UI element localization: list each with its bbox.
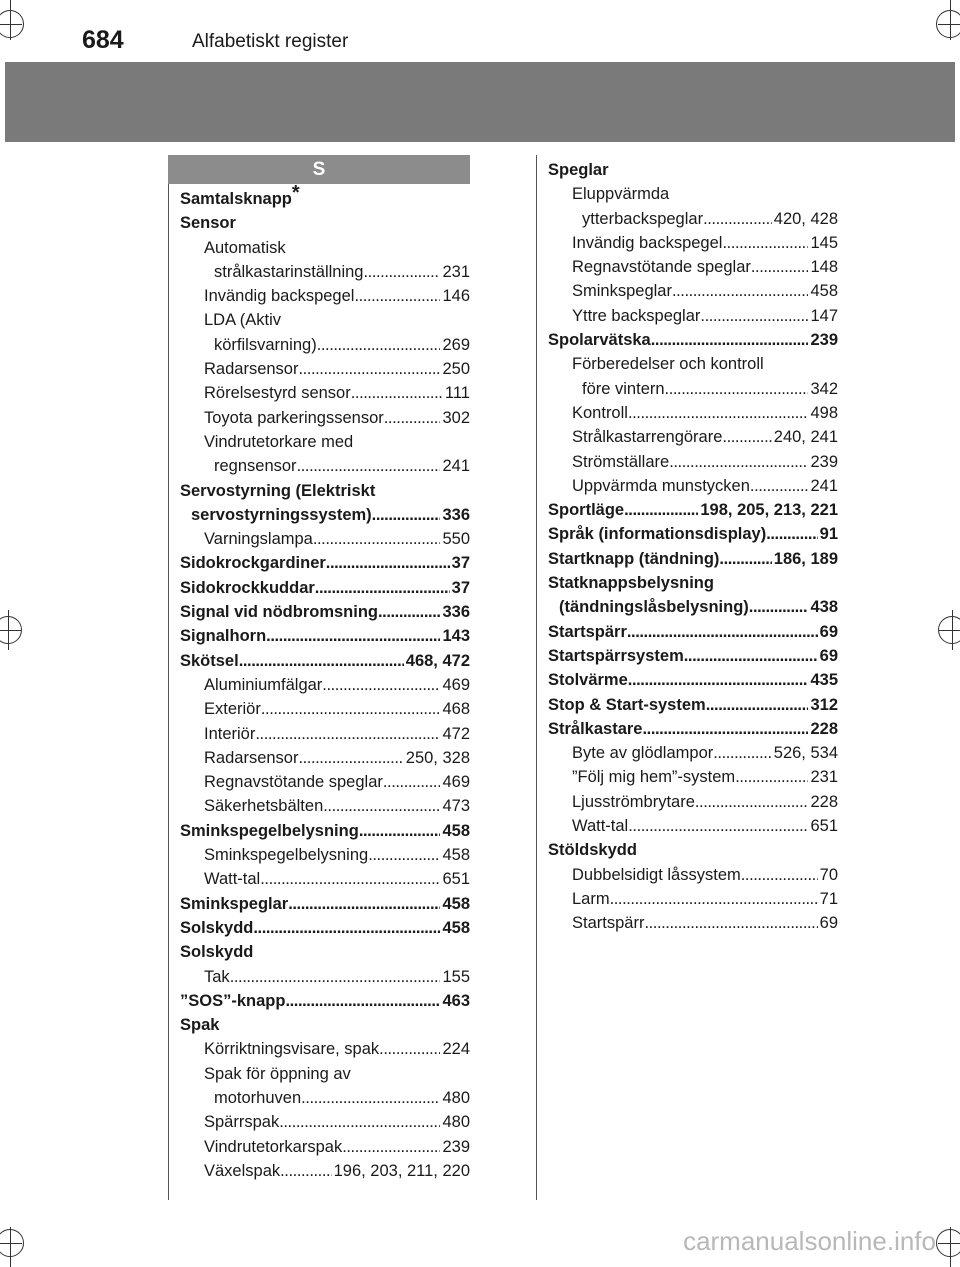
leader-dots — [610, 887, 818, 911]
index-entry — [548, 571, 838, 595]
index-entry-term: Startspärrsystem — [548, 646, 684, 665]
index-entry — [548, 450, 838, 474]
index-entry — [180, 770, 470, 794]
index-entry — [180, 965, 470, 989]
index-entry-term: Strömställare — [572, 452, 670, 471]
leader-dots — [298, 746, 403, 770]
index-entry — [180, 746, 470, 770]
index-entry-term: Varningslampa — [204, 530, 313, 549]
index-entry — [548, 644, 838, 668]
index-entry-term: Startspärr — [572, 914, 645, 933]
index-entry-page: 438 — [810, 598, 838, 617]
leader-dots — [722, 231, 808, 255]
index-entry-page: 198, 205, 213, 221 — [700, 501, 838, 520]
index-entry-page: 498 — [810, 403, 838, 422]
index-entry-page: 473 — [442, 797, 470, 816]
index-entry-term: Vindrutetorkarspak — [204, 1137, 343, 1156]
index-entry — [548, 401, 838, 425]
leader-dots — [378, 600, 440, 624]
index-entry-term: Eluppvärmda — [572, 185, 670, 204]
index-entry-term: Signal vid nödbromsning — [180, 603, 378, 622]
footnote-marker: * — [291, 182, 300, 204]
index-entry — [548, 522, 838, 546]
index-entry — [548, 814, 838, 838]
index-entry — [180, 867, 470, 891]
leader-dots — [280, 1159, 331, 1183]
index-entry-term: Invändig backspegel — [204, 287, 355, 306]
index-entry-page: 228 — [810, 719, 838, 738]
leader-dots — [751, 255, 809, 279]
leader-dots — [317, 333, 441, 357]
index-entry-term: regnsensor — [214, 457, 297, 476]
index-entry — [548, 425, 838, 449]
index-entry-page: 469 — [442, 675, 470, 694]
index-entry — [548, 790, 838, 814]
index-entry — [548, 304, 838, 328]
index-entry — [180, 284, 470, 308]
index-entry-term: Rörelsestyrd sensor — [204, 384, 351, 403]
index-entry-page: 231 — [442, 262, 470, 281]
leader-dots — [628, 668, 809, 692]
index-entry — [548, 498, 838, 522]
index-entry — [548, 547, 838, 571]
leader-dots — [326, 551, 450, 575]
leader-dots — [298, 357, 440, 381]
index-entry-page: 463 — [442, 991, 470, 1010]
index-entry — [180, 940, 470, 964]
index-entry-page: 472 — [442, 724, 470, 743]
page-title: Alfabetiskt register — [192, 31, 349, 52]
index-entry — [180, 551, 470, 575]
index-entry — [180, 357, 470, 381]
leader-dots — [313, 527, 441, 551]
leader-dots — [354, 284, 440, 308]
index-entry — [548, 765, 838, 789]
index-entry-page: 302 — [442, 408, 470, 427]
index-entry-term: Toyota parkeringssensor — [204, 408, 384, 427]
index-entry — [548, 279, 838, 303]
leader-dots — [700, 304, 808, 328]
index-entry-term: körfilsvarning) — [214, 335, 317, 354]
index-entry-term: Sminkspegelbelysning — [180, 821, 359, 840]
index-entry — [548, 887, 838, 911]
leader-dots — [253, 916, 440, 940]
crop-mark-bottom-left — [0, 1227, 40, 1267]
index-entry-term: Radarsensor — [204, 748, 299, 767]
leader-dots — [665, 377, 809, 401]
leader-dots — [255, 722, 440, 746]
index-entry-term: Spak — [180, 1016, 220, 1035]
index-entry-page: 468 — [442, 700, 470, 719]
index-entry — [180, 673, 470, 697]
index-entry-term: Regnavstötande speglar — [204, 773, 383, 792]
index-entry-page: 241 — [810, 476, 838, 495]
leader-dots — [628, 814, 808, 838]
leader-dots — [651, 328, 809, 352]
index-entry-term: Språk (informationsdisplay) — [548, 525, 767, 544]
index-entry-term: Säkerhetsbälten — [204, 797, 324, 816]
leader-dots — [735, 765, 808, 789]
index-entry — [180, 989, 470, 1013]
index-entry-page: 239 — [810, 452, 838, 471]
watermark: carmanualsonline.info — [683, 1226, 936, 1256]
index-entry-page: 155 — [442, 967, 470, 986]
index-entry-term: Interiör — [204, 724, 256, 743]
leader-dots — [363, 260, 440, 284]
index-entry — [180, 333, 470, 357]
leader-dots — [359, 819, 441, 843]
leader-dots — [372, 503, 441, 527]
index-entry-term: Larm — [572, 889, 610, 908]
index-entry — [180, 182, 470, 211]
index-entry — [548, 693, 838, 717]
index-entry-page: 69 — [819, 622, 838, 641]
index-entry — [548, 838, 838, 862]
section-letter-header: S — [168, 155, 470, 184]
index-entry-term: LDA (Aktiv — [204, 311, 282, 330]
index-entry-page: 146 — [442, 287, 470, 306]
index-entry-page: 240, 241 — [773, 428, 838, 447]
index-entry — [180, 381, 470, 405]
index-entry — [548, 620, 838, 644]
index-entry — [180, 624, 470, 648]
index-entry-page: 228 — [810, 792, 838, 811]
leader-dots — [261, 697, 441, 721]
leader-dots — [297, 454, 441, 478]
index-entry — [180, 1110, 470, 1134]
index-entry-term: ytterbackspeglar — [582, 209, 704, 228]
index-entry-page: 458 — [442, 846, 470, 865]
leader-dots — [279, 1110, 440, 1134]
index-entry-term: Yttre backspeglar — [572, 306, 701, 325]
index-entry — [180, 260, 470, 284]
leader-dots — [368, 843, 440, 867]
index-entry-term: Ljusströmbrytare — [572, 792, 695, 811]
index-entry-page: 420, 428 — [773, 209, 838, 228]
index-entry-term: Spak för öppning av — [204, 1064, 351, 1083]
leader-dots — [669, 450, 808, 474]
index-entry-term: Sidokrockkuddar — [180, 578, 315, 597]
index-entry-term: Automatisk — [204, 238, 286, 257]
index-entry-page: 435 — [810, 671, 838, 690]
leader-dots — [322, 673, 440, 697]
leader-dots — [384, 406, 441, 430]
index-entry-page: 651 — [442, 870, 470, 889]
index-entry-term: Stolvärme — [548, 671, 628, 690]
leader-dots — [230, 965, 441, 989]
index-entry — [180, 916, 470, 940]
index-entry — [548, 717, 838, 741]
index-entry-term: Startspärr — [548, 622, 627, 641]
index-entry — [180, 406, 470, 430]
center-column-rule — [536, 155, 537, 1200]
index-entry-term: Exteriör — [204, 700, 261, 719]
index-entry-page: 37 — [451, 578, 470, 597]
leader-dots — [750, 474, 809, 498]
index-entry-page: 458 — [810, 282, 838, 301]
index-entry-term: strålkastarinställning — [214, 262, 364, 281]
leader-dots — [672, 279, 809, 303]
index-entry-page: 336 — [442, 603, 470, 622]
index-entry-term: Spolarvätska — [548, 331, 651, 350]
index-entry-page: 336 — [442, 505, 470, 524]
index-entry-page: 480 — [442, 1088, 470, 1107]
index-entry — [180, 454, 470, 478]
index-entry-term: Servostyrning (Elektriskt — [180, 481, 376, 500]
index-entry-term: Växelspak — [204, 1161, 281, 1180]
index-entry-page: 143 — [442, 627, 470, 646]
index-entry — [548, 741, 838, 765]
index-entry-page: 148 — [810, 258, 838, 277]
leader-dots — [722, 425, 771, 449]
index-entry-term: Stöldskydd — [548, 841, 637, 860]
index-entry-page: 312 — [810, 695, 838, 714]
index-entry-term: Strålkastarrengörare — [572, 428, 723, 447]
index-entry-page: 224 — [442, 1040, 470, 1059]
index-entry — [180, 1086, 470, 1110]
index-entry-page: 239 — [442, 1137, 470, 1156]
leader-dots — [741, 863, 818, 887]
index-entry — [548, 328, 838, 352]
index-entry-term: Kontroll — [572, 403, 628, 422]
leader-dots — [301, 1086, 440, 1110]
index-entry-term: Radarsensor — [204, 360, 299, 379]
leader-dots — [684, 644, 818, 668]
index-entry — [180, 308, 470, 332]
index-entry-term: Tak — [204, 967, 230, 986]
leader-dots — [288, 892, 440, 916]
index-entry-term: Watt-tal — [572, 817, 629, 836]
crop-mark-top-left — [0, 0, 40, 40]
index-entry-page: 250 — [442, 360, 470, 379]
index-entry-term: Speglar — [548, 161, 609, 179]
index-entry-page: 250, 328 — [405, 748, 470, 767]
index-entry-page: 480 — [442, 1113, 470, 1132]
index-entry-page: 651 — [810, 817, 838, 836]
index-entry — [180, 843, 470, 867]
crop-mark-top-right — [920, 0, 960, 40]
index-entry-term: Sportläge — [548, 501, 625, 520]
leader-dots — [315, 576, 450, 600]
index-entry — [180, 211, 470, 235]
index-entry-term: Sensor — [180, 214, 236, 233]
index-entry — [548, 158, 838, 182]
index-entry-page: 458 — [442, 821, 470, 840]
index-entry-page: 186, 189 — [773, 549, 838, 568]
index-entry-term: Statknappsbelysning — [548, 574, 714, 593]
index-entry-page: 342 — [810, 379, 838, 398]
index-entry — [180, 1037, 470, 1061]
index-entry-term: före vintern — [582, 379, 665, 398]
index-entry — [180, 236, 470, 260]
index-entry — [548, 231, 838, 255]
index-entry-term: Byte av glödlampor — [572, 744, 714, 763]
index-entry-term: Körriktningsvisare, spak — [204, 1040, 380, 1059]
index-entry-term: Sminkspeglar — [180, 894, 289, 913]
index-column-left — [180, 182, 470, 1183]
leader-dots — [713, 741, 772, 765]
index-entry-term: Förberedelser och kontroll — [572, 355, 764, 374]
crop-mark-mid-left — [0, 610, 40, 650]
leader-dots — [383, 770, 441, 794]
index-column-right — [548, 158, 838, 936]
index-entry — [180, 576, 470, 600]
leader-dots — [239, 649, 404, 673]
index-entry-term: ”SOS”-knapp — [180, 991, 286, 1010]
index-entry-page: 69 — [819, 914, 838, 933]
leader-dots — [766, 522, 817, 546]
index-entry-page: 37 — [451, 554, 470, 573]
index-entry-page: 231 — [810, 768, 838, 787]
index-entry-page: 239 — [810, 331, 838, 350]
index-entry — [180, 722, 470, 746]
index-entry-page: 468, 472 — [405, 651, 470, 670]
index-entry — [180, 697, 470, 721]
index-entry-page: 196, 203, 211, 220 — [333, 1161, 470, 1180]
leader-dots — [260, 867, 440, 891]
index-entry — [548, 911, 838, 935]
leader-dots — [351, 381, 443, 405]
leader-dots — [342, 1135, 440, 1159]
index-entry — [548, 474, 838, 498]
index-entry — [180, 430, 470, 454]
index-entry — [180, 1135, 470, 1159]
index-entry-term: Solskydd — [180, 943, 254, 962]
leader-dots — [644, 911, 817, 935]
index-entry-term: Sidokrockgardiner — [180, 554, 326, 573]
header-band — [5, 62, 955, 142]
left-column-rule — [168, 184, 169, 1200]
page-number: 684 — [82, 26, 124, 54]
index-entry-term: (tändningslåsbelysning) — [559, 598, 749, 617]
index-entry-page: 458 — [442, 918, 470, 937]
leader-dots — [642, 717, 808, 741]
index-entry-term: Strålkastare — [548, 719, 643, 738]
index-entry-term: Solskydd — [180, 918, 254, 937]
index-entry-term: Samtalsknapp* — [180, 182, 300, 208]
index-entry-page: 550 — [442, 530, 470, 549]
index-entry-term: Spärrspak — [204, 1113, 280, 1132]
index-entry — [180, 794, 470, 818]
index-entry — [548, 182, 838, 206]
index-entry — [548, 863, 838, 887]
index-entry-page: 269 — [442, 335, 470, 354]
leader-dots — [379, 1037, 440, 1061]
index-entry — [180, 1062, 470, 1086]
index-entry — [548, 668, 838, 692]
leader-dots — [706, 693, 809, 717]
index-entry-page: 147 — [810, 306, 838, 325]
index-entry-page: 469 — [442, 773, 470, 792]
index-entry-page: 145 — [810, 233, 838, 252]
index-entry — [180, 527, 470, 551]
index-entry — [180, 600, 470, 624]
index-entry-term: Startknapp (tändning) — [548, 549, 720, 568]
index-entry-page: 526, 534 — [773, 744, 838, 763]
index-entry-term: Dubbelsidigt låssystem — [572, 865, 741, 884]
leader-dots — [285, 989, 440, 1013]
index-entry — [548, 377, 838, 401]
index-entry-term: Signalhorn — [180, 627, 267, 646]
index-entry-term: Skötsel — [180, 651, 239, 670]
index-entry-term: Sminkspeglar — [572, 282, 672, 301]
index-entry-page: 111 — [444, 384, 470, 403]
leader-dots — [703, 207, 772, 231]
index-entry-term: Watt-tal — [204, 870, 261, 889]
index-entry-term: motorhuven — [214, 1088, 302, 1107]
index-entry-page: 69 — [819, 646, 838, 665]
index-entry — [180, 503, 470, 527]
index-entry — [180, 649, 470, 673]
index-entry-term: Uppvärmda munstycken — [572, 476, 750, 495]
index-entry — [548, 595, 838, 619]
leader-dots — [627, 620, 818, 644]
index-entry — [180, 479, 470, 503]
index-entry — [180, 1013, 470, 1037]
index-entry — [548, 352, 838, 376]
leader-dots — [266, 624, 440, 648]
crop-mark-mid-right — [920, 610, 960, 650]
index-entry-term: servostyrningssystem) — [191, 505, 372, 524]
index-entry-page: 241 — [442, 457, 470, 476]
index-entry-term: ”Följ mig hem”-system — [572, 768, 736, 787]
leader-dots — [749, 595, 809, 619]
leader-dots — [624, 498, 698, 522]
leader-dots — [628, 401, 809, 425]
index-entry — [180, 1159, 470, 1183]
index-entry-term: Stop & Start-system — [548, 695, 706, 714]
index-entry — [548, 255, 838, 279]
index-entry-term: Invändig backspegel — [572, 233, 723, 252]
index-entry-page: 70 — [819, 865, 838, 884]
index-entry-page: 458 — [442, 894, 470, 913]
index-entry — [180, 892, 470, 916]
leader-dots — [323, 794, 440, 818]
index-entry-page: 91 — [819, 525, 838, 544]
index-entry-term: Vindrutetorkare med — [204, 432, 354, 451]
index-entry-page: 71 — [819, 889, 838, 908]
leader-dots — [719, 547, 771, 571]
leader-dots — [695, 790, 809, 814]
index-entry-term: Aluminiumfälgar — [204, 675, 323, 694]
index-entry-term: Regnavstötande speglar — [572, 258, 751, 277]
index-entry — [548, 207, 838, 231]
index-entry-term: Sminkspegelbelysning — [204, 846, 369, 865]
index-entry — [180, 819, 470, 843]
